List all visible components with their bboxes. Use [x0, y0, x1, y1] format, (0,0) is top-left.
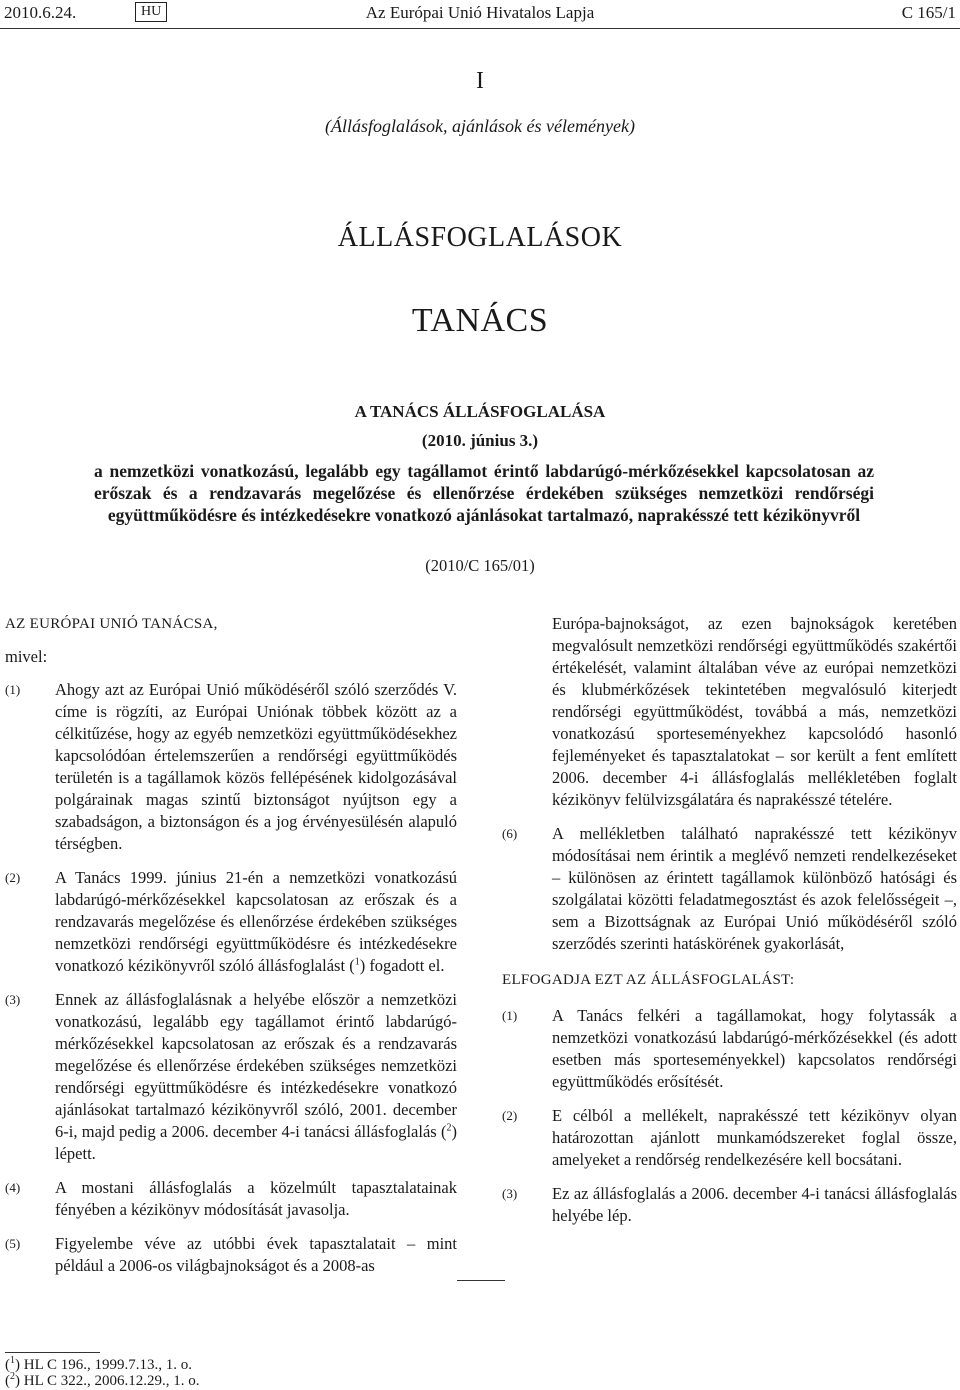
recital-4: [5, 1177, 457, 1221]
article-number: (2): [502, 1108, 518, 1123]
recital-text-end: fogadott el.: [365, 956, 445, 975]
recital-5-continuation: Európa-bajnokságot, az ezen bajnokságok keretében megvalósult nemzetközi rendőrségi együttműködés szakértői értékelését, valamint általában véve az európai nemzetközi és klubmérkőzések tekintetében megvalósuló kiterjedt rendőrségi együttműködést, továbbá a más, nemzetközi vonatkozású sporteseményekhez kapcsolódó hasonló fejleményeket és tapasztalatokat – sor került a fent említett 2006. december 4-i állásfoglalás mellékletében foglalt kézikönyv felülvizsgálatára és naprakésszé tételére.: [552, 614, 957, 809]
page-header: [0, 0, 960, 26]
article-text: A Tanács felkéri a tagállamokat, hogy folytassák a nemzetközi vonatkozású labdarúgó-mérkőzésekkel (és adott esetben más sporteseményekkel) kapcsolatos rendőrségi együttműködés erősítését.: [552, 1006, 957, 1091]
footnote-text: HL C 196., 1999.7.13., 1. o.: [23, 1357, 192, 1373]
footnote-number: 1: [10, 1355, 15, 1366]
right-column: [502, 613, 957, 1227]
recital-number: (5): [5, 1236, 21, 1251]
header-divider: [0, 28, 960, 29]
operative-1: [502, 1005, 957, 1093]
footnote-ref[interactable]: 1: [354, 956, 360, 968]
recital-2: (2) A Tanács 1999. június 21-én a nemzetközi vonatkozású labdarúgó-mérkőzésekkel kapcsolatosan az erőszak és a rendzavarás megelőzése és ellenőrzése érdekében szükséges nemzetközi rendőrségi együttműködésre és intézkedésekre vonatkozó kézikönyvről szóló állásfoglalást ($^1$) fogadott el.: [5, 868, 457, 975]
language-badge: HU: [135, 2, 167, 22]
whereas-label: mivel:: [5, 647, 48, 666]
recital-number: (6): [502, 826, 518, 841]
section-subtitle: (Állásfoglalások, ajánlások és vélemények): [325, 116, 635, 136]
footnote-2: ($^2$) HL C 322., 2006.12.29., 1. o.: [5, 1371, 200, 1389]
council-label: AZ EURÓPAI UNIÓ TANÁCSA,: [5, 616, 218, 632]
left-column: [5, 613, 457, 1277]
article-text: E célból a mellékelt, naprakésszé tett kézikönyv olyan határozottan ajánlott munkamódszereket foglal össze, amelyeket a rendőrség rendelkezésére kell bocsátani.: [552, 1106, 957, 1169]
journal-title: Az Európai Unió Hivatalos Lapja: [365, 3, 595, 22]
page-reference: C 165/1: [901, 3, 956, 22]
footnote-ref[interactable]: 2: [446, 1122, 452, 1134]
document-reference: (2010/C 165/01): [425, 556, 535, 575]
recital-number: (3): [5, 992, 21, 1007]
adoption-label: ELFOGADJA EZT AZ ÁLLÁSFOGLALÁST:: [502, 972, 795, 988]
end-separator: [457, 1280, 505, 1281]
recital-text: Ennek az állásfoglalásnak a helyébe először a nemzetközi vonatkozású, legalább egy tagállamot érintő labdarúgó-mérkőzésekkel kapcsolatosan az erőszak és a rendzavarás megelőzése és ellenőrzése érdekében szükséges nemzetközi rendőrségi együttműködésre és intézkedésekre vonatkozó ajánlásokat tartalmazó kézikönyvről szóló, 2001. december 6-i, majd pedig a 2006. december 4-i tanácsi állásfoglalás: [55, 990, 457, 1141]
recital-1: [5, 679, 457, 855]
recital-number: (4): [5, 1180, 21, 1195]
operative-3: [502, 1183, 957, 1227]
publication-date: 2010.6.24.: [4, 3, 77, 22]
footnote-text: HL C 322., 2006.12.29., 1. o.: [23, 1373, 200, 1389]
recital-number: (1): [5, 682, 21, 697]
article-number: (3): [502, 1186, 518, 1201]
recital-6: [502, 823, 957, 955]
recital-text: A mostani állásfoglalás a közelmúlt tapasztalatainak fényében a kézikönyv módosítását javasolja.: [55, 1178, 457, 1219]
article-text: Ez az állásfoglalás a 2006. december 4-i tanácsi állásfoglalás helyébe lép.: [552, 1184, 957, 1225]
section-number: I: [476, 68, 484, 94]
article-number: (1): [502, 1008, 518, 1023]
recital-text-end: lépett.: [55, 1144, 96, 1163]
recital-3: (3) Ennek az állásfoglalásnak a helyébe először a nemzetközi vonatkozású, legalább egy tagállamot érintő labdarúgó-mérkőzésekkel kapcsolatosan az erőszak és a rendzavarás megelőzése és ellenőrzése érdekében szükséges nemzetközi rendőrségi együttműködésre és intézkedésekre vonatkozó ajánlásokat tartalmazó kézikönyvről szóló, 2001. december 6-i, majd pedig a 2006. december 4-i tanácsi állásfoglalás ($^2$) lépett.: [5, 990, 457, 1163]
recital-text: A mellékletben található naprakésszé tett kézikönyv módosításai nem érintik a meglévő nemzeti rendelkezéseket – különösen az érintett tagállamok különböző hatósági és szolgálatai közötti feladatmegosztást és azok felelősségeit –, sem a Bizottságnak az Európai Unió működéséről szóló szerződés szerinti hatáskörének gyakorlását,: [552, 824, 957, 953]
footnote-divider: [5, 1352, 100, 1353]
section-heading: ÁLLÁSFOGLALÁSOK: [337, 222, 623, 253]
resolution-subject: a nemzetközi vonatkozású, legalább egy tagállamot érintő labdarúgó-mérkőzésekkel kapcsolatosan az erőszak és a rendzavarás megelőzése és ellenőrzése érdekében szükséges nemzetközi rendőrségi együttműködésre és intézkedésekre vonatkozó ajánlásokat tartalmazó, naprakésszé tett kézikönyvről: [94, 461, 874, 525]
recital-text: A Tanács 1999. június 21-én a nemzetközi vonatkozású labdarúgó-mérkőzésekkel kapcsolatosan az erőszak és a rendzavarás megelőzése és ellenőrzése érdekében szükséges nemzetközi rendőrségi együttműködésre és intézkedésekre vonatkozó kézikönyvről szóló állásfoglalást: [55, 868, 457, 975]
resolution-title: A TANÁCS ÁLLÁSFOGLALÁSA: [354, 402, 606, 421]
recital-5: [5, 1233, 457, 1277]
recital-number: (2): [5, 870, 21, 885]
operative-2: [502, 1105, 957, 1171]
recital-text: Ahogy azt az Európai Unió működéséről szóló szerződés V. címe is rögzíti, az Európai Uniónak többek között az a célkitűzése, hogy az egyéb nemzetközi együttműködésekhez kapcsolódóan értelemszerűen a rendőrségi együttműködés területén is a tagállamok közös fellépésének kidolgozásával polgárainak magas szintű biztonságot nyújtson egy a szabadságon, a biztonságon és a jog érvényesülésén alapuló térségben.: [55, 680, 457, 853]
resolution-date: (2010. június 3.): [421, 431, 539, 450]
footnote-1: ($^1$) HL C 196., 1999.7.13., 1. o.: [5, 1355, 192, 1373]
issuing-body: TANÁCS: [411, 302, 549, 339]
footnote-number: 2: [10, 1371, 15, 1382]
recital-text: Figyelembe véve az utóbbi évek tapasztalatait – mint például a 2006-os világbajnokságot és a 2008-as: [55, 1234, 457, 1275]
